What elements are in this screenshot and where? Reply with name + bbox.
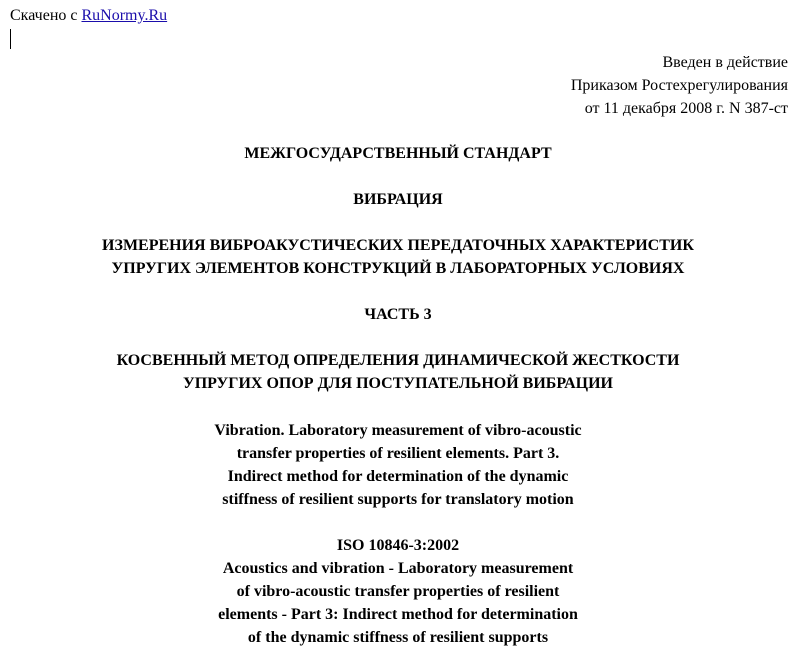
download-prefix: Скачено с <box>10 7 82 24</box>
subject-text: ВИБРАЦИЯ <box>353 191 443 208</box>
english-title-line-1: Vibration. Laboratory measurement of vibro-acoustic <box>214 422 582 439</box>
subject-heading <box>0 188 796 211</box>
standard-type-heading <box>0 142 796 165</box>
english-title-line-3: Indirect method for determination of the dynamic <box>227 468 569 485</box>
enactment-line-2: Приказом Ростехрегулирования <box>570 77 788 94</box>
main-title-line-2: УПРУГИХ ЭЛЕМЕНТОВ КОНСТРУКЦИЙ В ЛАБОРАТОРНЫХ УСЛОВИЯХ <box>111 260 685 277</box>
part-title-block <box>0 349 796 395</box>
part-text: ЧАСТЬ 3 <box>364 306 432 323</box>
iso-line-3: elements - Part 3: Indirect method for determination <box>218 606 578 623</box>
download-source-line <box>10 5 167 27</box>
english-title-block <box>0 419 796 511</box>
enactment-line-1: Введен в действие <box>662 54 788 71</box>
runormy-link[interactable]: RuNormy.Ru <box>81 7 168 24</box>
iso-block <box>0 534 796 649</box>
part-title-line-2: УПРУГИХ ОПОР ДЛЯ ПОСТУПАТЕЛЬНОЙ ВИБРАЦИИ <box>182 375 613 392</box>
iso-code: ISO 10846-3:2002 <box>336 537 460 554</box>
main-title-line-1: ИЗМЕРЕНИЯ ВИБРОАКУСТИЧЕСКИХ ПЕРЕДАТОЧНЫХ ХАРАКТЕРИСТИК <box>102 237 694 254</box>
enactment-line-3: от 11 декабря 2008 г. N 387-ст <box>584 100 788 117</box>
enactment-block <box>571 51 788 120</box>
iso-line-1: Acoustics and vibration - Laboratory measurement <box>222 560 574 577</box>
standard-type-text: МЕЖГОСУДАРСТВЕННЫЙ СТАНДАРТ <box>244 145 552 162</box>
part-heading <box>0 303 796 326</box>
iso-line-2: of vibro-acoustic transfer properties of resilient <box>236 583 560 600</box>
english-title-line-4: stiffness of resilient supports for translatory motion <box>222 491 574 508</box>
text-cursor <box>10 29 11 49</box>
part-title-line-1: КОСВЕННЫЙ МЕТОД ОПРЕДЕЛЕНИЯ ДИНАМИЧЕСКОЙ ЖЕСТКОСТИ <box>116 352 680 369</box>
main-title-block <box>0 234 796 280</box>
english-title-line-2: transfer properties of resilient elements. Part 3. <box>236 445 560 462</box>
iso-line-4: of the dynamic stiffness of resilient supports <box>247 629 549 646</box>
